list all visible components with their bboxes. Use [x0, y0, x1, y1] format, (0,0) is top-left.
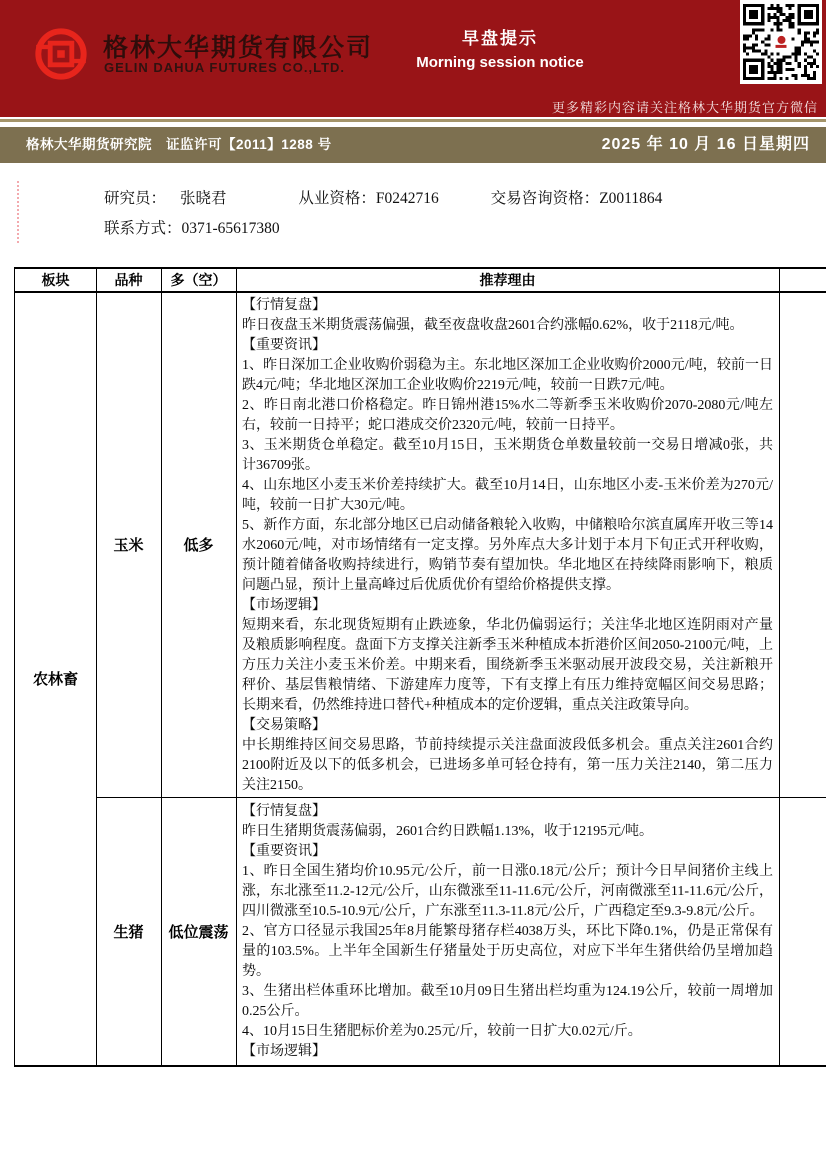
notice-title-en: Morning session notice: [416, 54, 584, 71]
table-row-rule: [96, 797, 826, 798]
revision-mark: [17, 181, 19, 243]
paragraph: 【重要资讯】: [242, 338, 326, 353]
contact-label: 联系方式：: [104, 220, 182, 237]
subheader-bar: [0, 127, 826, 163]
researcher-name: 张晓君: [180, 190, 227, 207]
advisory-label: 交易咨询资格：: [490, 190, 600, 207]
contact-info-line: [104, 216, 804, 238]
column-header-reason: 推荐理由: [479, 272, 536, 288]
header-banner: [0, 0, 826, 117]
paragraph: 【行情复盘】: [242, 804, 326, 819]
wechat-note: 更多精彩内容请关注格林大华期货官方微信: [551, 100, 818, 115]
reason-cell: [236, 293, 779, 795]
company-logo-icon: [34, 27, 88, 81]
paragraph: 昨日生猪期货震荡偏弱，2601合约日跌幅1.13%，收于12195元/吨。: [242, 824, 654, 839]
researcher-label: 研究员：: [104, 190, 167, 207]
paragraph: 【行情复盘】: [242, 298, 326, 313]
paragraph: 【市场逻辑】: [242, 598, 326, 613]
column-header-sector: 板块: [41, 272, 70, 288]
banner-divider: [0, 119, 826, 122]
paragraph: 昨日夜盘玉米期货震荡偏强，截至夜盘收盘2601合约涨幅0.62%，收于2118元/吨。: [242, 318, 744, 333]
qr-center-logo-icon: [775, 34, 788, 49]
paragraph: 4、10月15日生猪肥标价差为0.25元/斤，较前一日扩大0.02元/斤。: [242, 1024, 642, 1039]
contact-phone: 0371-65617380: [181, 220, 280, 237]
qualification-no: F0242716: [375, 190, 439, 207]
paragraph: 5、新作方面，东北部分地区已启动储备粮轮入收购，中储粮哈尔滨直属库开收三等14水2060元/吨，对市场情绪有一定支撑。另外库点大多计划于本月下旬正式开秤收购，预计随着储备收购持续进行，购销节奏有望加快。华北地区在持续降雨影响下，粮质问题凸显，预计上量高峰过后优质优价有望给价格提供支撑。: [242, 518, 773, 593]
report-date: 2025 年 10 月 16 日星期四: [601, 136, 810, 153]
stance-cell: 低位震荡: [168, 923, 229, 941]
sector-cell: 农林畜: [32, 670, 78, 688]
paragraph: 3、玉米期货仓单稳定。截至10月15日，玉米期货仓单数量较前一交易日增减0张，共计36709张。: [242, 438, 773, 473]
company-name-cn: 格林大华期货有限公司: [103, 34, 374, 62]
researcher-info-line: [104, 186, 804, 208]
qualification-label: 从业资格：: [298, 190, 376, 207]
company-name-en: GELIN DAHUA FUTURES CO.,LTD.: [104, 60, 346, 75]
paragraph: 3、生猪出栏体重环比增加。截至10月09日生猪出栏均重为124.19公斤，较前一周增加0.25公斤。: [242, 984, 773, 1019]
table-gridline: [779, 269, 780, 1065]
column-header-variety: 品种: [114, 272, 143, 288]
paragraph: 【交易策略】: [242, 718, 326, 733]
paragraph: 2、昨日南北港口价格稳定。昨日锦州港15%水二等新季玉米收购价2070-2080元/吨左右，较前一日持平；蛇口港成交价2320元/吨，较前一日持平。: [242, 398, 773, 433]
paragraph: 4、山东地区小麦玉米价差持续扩大。截至10月14日，山东地区小麦-玉米价差为270元/吨，较前一日扩大30元/吨。: [242, 478, 773, 513]
variety-cell: 玉米: [113, 536, 144, 554]
paragraph: 【市场逻辑】: [242, 1044, 326, 1059]
paragraph: 1、昨日深加工企业收购价弱稳为主。东北地区深加工企业收购价2000元/吨，较前一日跌4元/吨；华北地区深加工企业收购价2219元/吨，较前一日跌7元/吨。: [242, 358, 773, 393]
column-header-stance: 多（空）: [170, 272, 227, 288]
paragraph: 短期来看，东北现货短期有止跌迹象，华北仍偏弱运行；关注华北地区连阴雨对产量及粮质影响程度。盘面下方支撑关注新季玉米种植成本折港价区间2050-2100元/吨，上方压力关注小麦玉米价差。中期来看，围绕新季玉米驱动展开波段交易，关注新粮开秤价、基层售粮情绪、下游建库力度等，下有支撑上有压力维持宽幅区间交易思路；长期来看，仍然维持进口替代+种植成本的定价逻辑，重点关注政策导向。: [242, 618, 773, 713]
notice-title-cn: 早盘提示: [462, 29, 538, 48]
variety-cell: 生猪: [113, 923, 144, 941]
paragraph: 【重要资讯】: [242, 844, 326, 859]
paragraph: 1、昨日全国生猪均价10.95元/公斤，前一日涨0.18元/公斤；预计今日早间猪价主线上涨，东北涨至11.2-12元/公斤，山东微涨至11-11.6元/公斤，河南微涨至11-11.6元/公斤，四川微涨至10.5-10.9元/公斤，广东涨至11.3-11.8元/公斤，广西稳定至9.3-9.8元/公斤。: [242, 864, 773, 919]
recommendation-table: [14, 267, 826, 1067]
paragraph: 2、官方口径显示我国25年8月能繁母猪存栏4038万头，环比下降0.1%，仍是正常保有量的103.5%。上半年全国新生仔猪量处于历史高位，对应下半年生猪供给仍呈增加趋势。: [242, 924, 773, 979]
paragraph: 中长期维持区间交易思路，节前持续提示关注盘面波段低多机会。重点关注2601合约2100附近及以下的低多机会，已进场多单可轻仓持有，第一压力关注2140，第二压力关注2150。: [242, 738, 773, 793]
wechat-qr-code: [740, 0, 822, 84]
institute-license: 格林大华期货研究院 证监许可【2011】1288 号: [26, 137, 332, 152]
stance-cell: 低多: [183, 536, 214, 554]
advisory-no: Z0011864: [599, 190, 663, 207]
reason-cell: [236, 799, 779, 1063]
